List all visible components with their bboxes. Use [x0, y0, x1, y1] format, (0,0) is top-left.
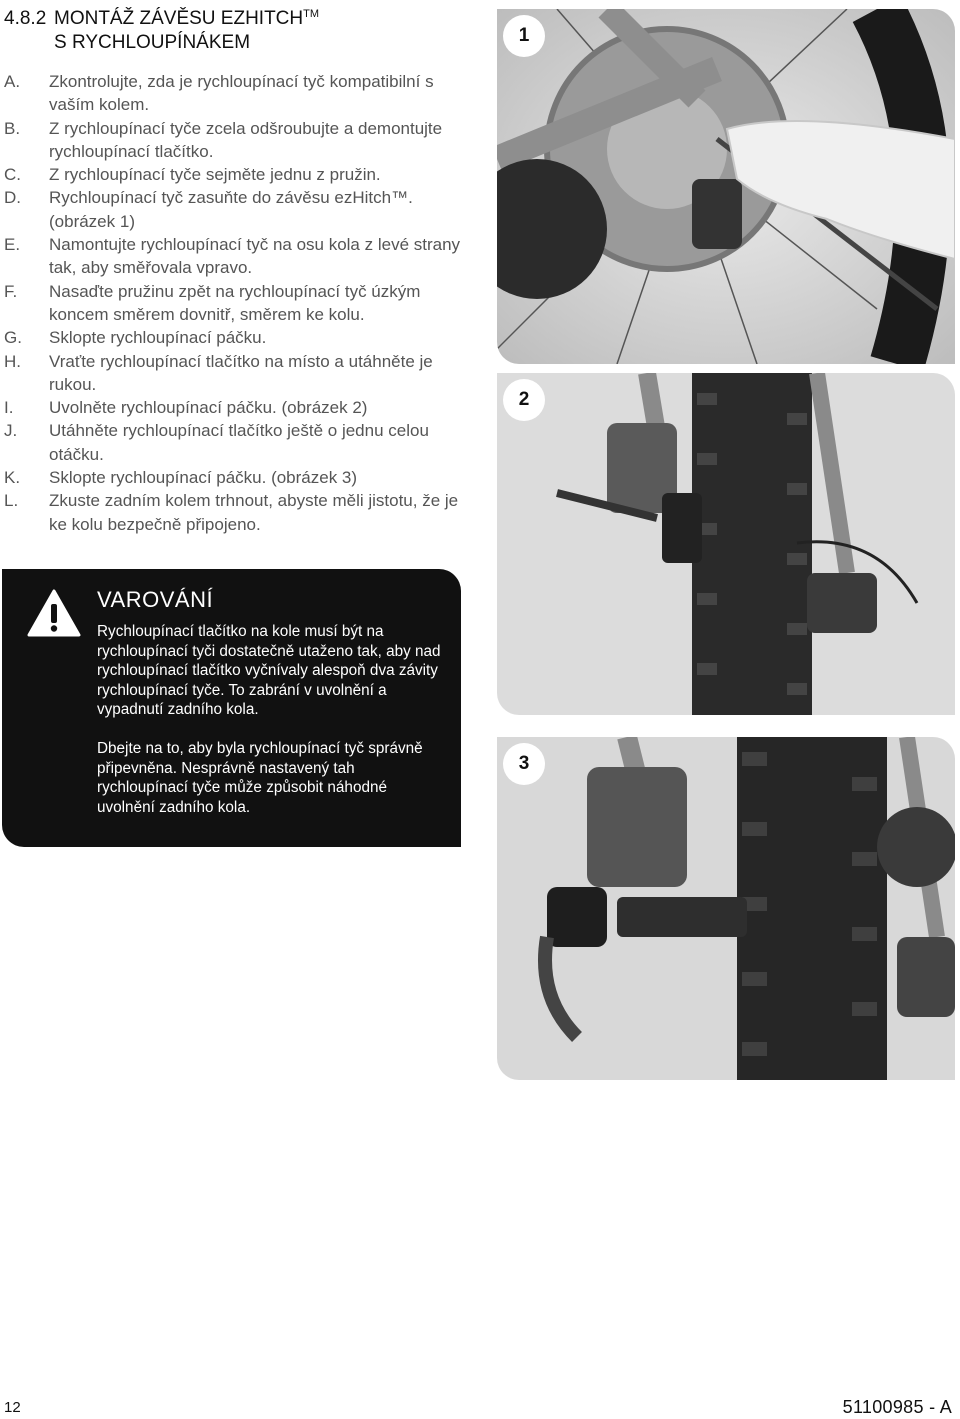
step-letter: G.: [4, 328, 22, 348]
step-text: Zkuste zadním kolem trhnout, abyste měli jistotu, že je ke kolu bezpečně připojeno.: [49, 491, 459, 534]
warning-paragraph-1: Rychloupínací tlačítko na kole musí být na rychloupínací tyči dostatečně utaženo tak, aby nad rychloupínací tlačítko vyčnívaly alespoň dva závity rychloupínací tyče. To zabrání v uvolnění a vypadnutí zadního kola.: [97, 623, 441, 718]
step-letter: K.: [4, 468, 21, 488]
step-text: Z rychloupínací tyče sejměte jednu z pružin.: [49, 165, 381, 185]
step-letter: D.: [4, 188, 21, 208]
step-item: [4, 466, 474, 489]
step-letter: C.: [4, 165, 21, 185]
step-item: [4, 163, 474, 186]
step-letter: B.: [4, 118, 21, 138]
step-text: Z rychloupínací tyče zcela odšroubujte a demontujte rychloupínací tlačítko.: [49, 118, 443, 161]
step-item: [4, 350, 474, 397]
step-text: Zkontrolujte, zda je rychloupínací tyč kompatibilní s vaším kolem.: [49, 72, 434, 115]
step-item: [4, 396, 474, 419]
step-text: Sklopte rychloupínací páčku.: [49, 328, 267, 348]
step-text: Vraťte rychloupínací tlačítko na místo a utáhněte je rukou.: [49, 351, 433, 394]
figure-3-label: 3: [503, 743, 545, 785]
step-item: [4, 280, 474, 327]
step-text: Utáhněte rychloupínací tlačítko ještě o jednu celou otáčku.: [49, 421, 429, 464]
step-letter: F.: [4, 281, 18, 301]
figure-1-photo: [497, 9, 955, 364]
document-code: 51100985 - A: [842, 1397, 952, 1417]
step-text: Sklopte rychloupínací páčku. (obrázek 3): [49, 468, 358, 488]
section-heading: [4, 2, 319, 55]
step-item: [4, 326, 474, 349]
warning-box: [2, 569, 461, 847]
step-letter: E.: [4, 235, 21, 255]
step-item: [4, 117, 474, 164]
figure-3-illustration: [497, 737, 955, 1080]
step-text: Rychloupínací tyč zasuňte do závěsu ezHitch™. (obrázek 1): [49, 188, 413, 231]
warning-paragraph-2: Dbejte na to, aby byla rychloupínací tyč správně připevněna. Nesprávně nastavený tah rychloupínací tyče může způsobit náhodné uvolnění zadního kola.: [97, 740, 423, 816]
figure-2-photo: [497, 373, 955, 715]
figure-1-illustration: [497, 9, 955, 364]
step-item: [4, 419, 474, 466]
step-item: [4, 233, 474, 280]
page-number: 12: [4, 1399, 21, 1416]
step-letter: L.: [4, 491, 19, 511]
trademark: TM: [303, 8, 320, 20]
section-title-line1: MONTÁŽ ZÁVĚSU EZHITCH: [54, 8, 304, 29]
figure-3-photo: [497, 737, 955, 1080]
section-title-line2: S RYCHLOUPÍNÁKEM: [54, 32, 251, 53]
step-item: [4, 489, 474, 536]
step-text: Nasaďte pružinu zpět na rychloupínací tyč úzkým koncem směrem dovnitř, směrem ke kolu.: [49, 281, 421, 324]
warning-triangle-icon: [27, 589, 81, 637]
figure-2-label: 2: [503, 379, 545, 421]
step-letter: I.: [4, 398, 14, 418]
step-letter: H.: [4, 351, 21, 371]
figure-2-illustration: [497, 373, 955, 715]
step-item: [4, 70, 474, 117]
section-number: 4.8.2: [4, 8, 47, 29]
instruction-steps: [4, 70, 474, 536]
figure-1-label: 1: [503, 15, 545, 57]
warning-title: VAROVÁNÍ: [97, 587, 214, 612]
step-text: Namontujte rychloupínací tyč na osu kola z levé strany tak, aby směřovala vpravo.: [49, 235, 461, 278]
step-item: [4, 186, 474, 233]
step-text: Uvolněte rychloupínací páčku. (obrázek 2): [49, 398, 368, 418]
step-letter: J.: [4, 421, 18, 441]
step-letter: A.: [4, 72, 21, 91]
